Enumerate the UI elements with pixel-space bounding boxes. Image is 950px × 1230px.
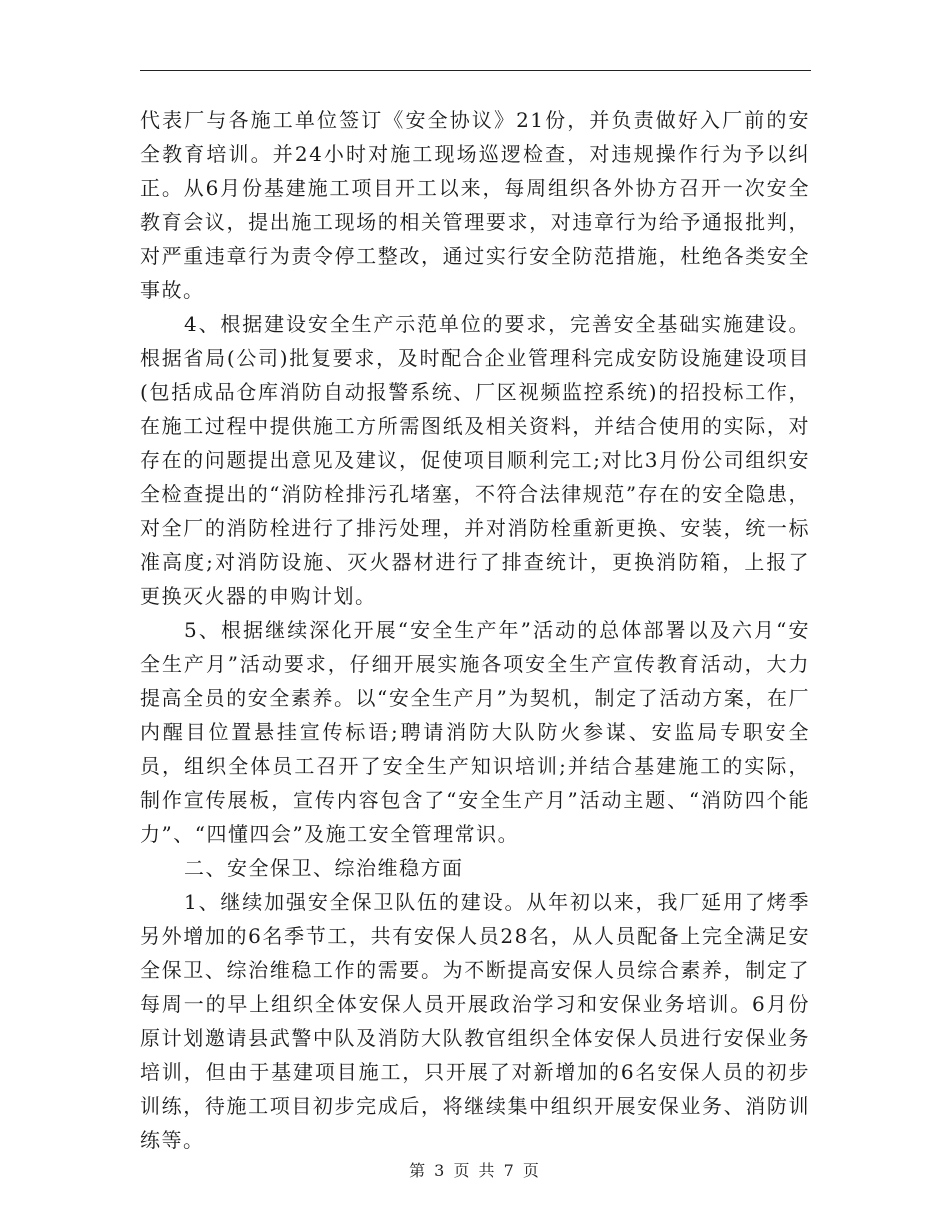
paragraph-item-5: 5、根据继续深化开展“安全生产年”活动的总体部署以及六月“安全生产月”活动要求，仔细开展实施各项安全生产宣传教育活动，大力提高全员的安全素养。以“安全生产月”为契机，制定了活动方案，在厂内醒目位置悬挂宣传标语;聘请消防大队防火参谋、安监局专职安全员，组织全体员工召开了安全生产知识培训;并结合基建施工的实际，制作宣传展板，宣传内容包含了“安全生产月”活动主题、“消防四个能力”、“四懂四会”及施工安全管理常识。: [140, 618, 810, 846]
paragraph-continuation: 代表厂与各施工单位签订《安全协议》21份，并负责做好入厂前的安全教育培训。并24小时对施工现场巡逻检查，对违规操作行为予以纠正。从6月份基建施工项目开工以来，每周组织各外协方召开一次安全教育会议，提出施工现场的相关管理要求，对违章行为给予通报批判，对严重违章行为责令停工整改，通过实行安全防范措施，杜绝各类安全事故。: [140, 108, 810, 302]
header-rule: [140, 70, 811, 71]
page-number-footer: 第 3 页 共 7 页: [409, 1161, 541, 1180]
paragraph-item-4: 4、根据建设安全生产示范单位的要求，完善安全基础实施建设。根据省局(公司)批复要求，及时配合企业管理科完成安防设施建设项目(包括成品仓库消防自动报警系统、厂区视频监控系统)的招投标工作，在施工过程中提供施工方所需图纸及相关资料，并结合使用的实际，对存在的问题提出意见及建议，促使项目顺利完工;对比3月份公司组织安全检查提出的“消防栓排污孔堵塞，不符合法律规范”存在的安全隐患，对全厂的消防栓进行了排污处理，并对消防栓重新更换、安装，统一标准高度;对消防设施、灭火器材进行了排查统计，更换消防箱，上报了更换灭火器的申购计划。: [140, 312, 810, 608]
document-body: [140, 103, 810, 1157]
paragraph-section2-item-1: 1、继续加强安全保卫队伍的建设。从年初以来，我厂延用了烤季另外增加的6名季节工，共有安保人员28名，从人员配备上完全满足安全保卫、综治维稳工作的需要。为不断提高安保人员综合素养，制定了每周一的早上组织全体安保人员开展政治学习和安保业务培训。6月份原计划邀请县武警中队及消防大队教官组织全体安保人员进行安保业务培训，但由于基建项目施工，只开展了对新增加的6名安保人员的初步训练，待施工项目初步完成后，将继续集中组织开展安保业务、消防训练等。: [140, 890, 810, 1152]
section-heading: 二、安全保卫、综治维稳方面: [184, 856, 464, 880]
